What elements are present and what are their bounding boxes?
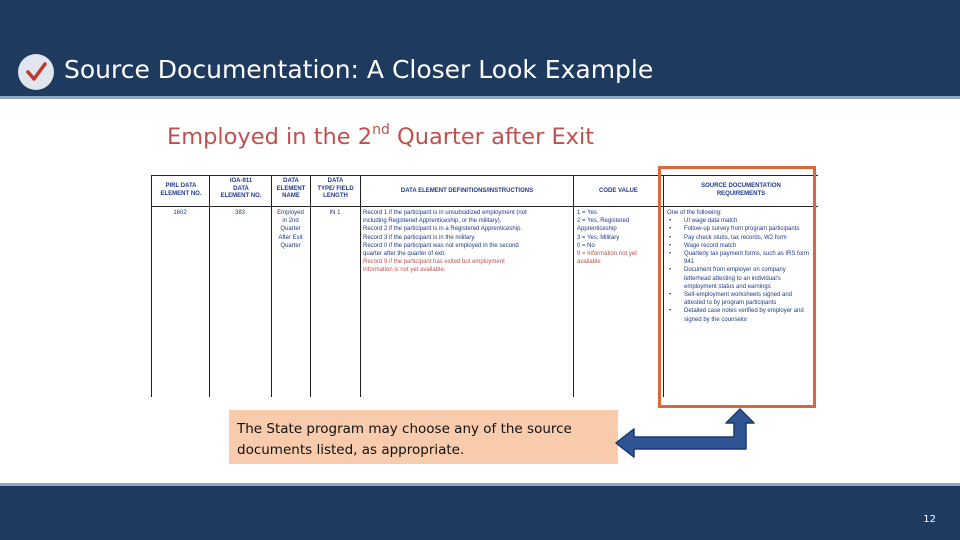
header-line: SOURCE DOCUMENTATION <box>701 183 781 189</box>
header-divider <box>0 96 960 99</box>
list-item: • Document from employer on company letterhead attesting to an individual's employment status and earnings <box>667 266 813 291</box>
header-line: TYPE/ FIELD <box>317 185 354 192</box>
cell-line: Record 0 if the participant was not employed in the second <box>363 242 519 249</box>
cell-line: Record 3 if the participant is in the military. <box>363 234 476 241</box>
list-item: • Quarterly tax payment forms, such as IRS form 941 <box>667 250 813 266</box>
cell-joint: 383 <box>234 210 245 216</box>
header-line: IOA-911 <box>229 178 253 184</box>
col-header-definition: DATA ELEMENT DEFINITIONS/INSTRUCTIONS <box>400 188 534 194</box>
subtitle-superscript: nd <box>372 122 390 138</box>
cell-line: Quarter <box>280 226 301 233</box>
slide-subtitle <box>167 122 594 150</box>
slide-title: Source Documentation: A Closer Look Example <box>64 55 654 84</box>
cell-type: IN 1 <box>329 210 341 216</box>
cell-line: 0 = No <box>577 242 595 249</box>
header-line: DATA <box>327 178 344 184</box>
cell-line: Record 9 if the participant has exited but employment <box>363 259 505 266</box>
cell-line: 1 = Yes <box>577 210 597 216</box>
checkmark-icon <box>18 54 54 90</box>
page-number: 12 <box>923 514 936 525</box>
subtitle-main: Employed in the 2 <box>167 124 373 150</box>
cell-definition <box>363 209 571 275</box>
subtitle-tail: Quarter after Exit <box>389 124 595 150</box>
table-col-line <box>573 175 574 397</box>
list-item: • UI wage data match <box>667 217 813 225</box>
col-header-type <box>311 178 360 201</box>
cell-pirl: 1602 <box>173 210 187 216</box>
col-header-code: CODE VALUE <box>599 188 638 194</box>
cell-line: Apprenticeship <box>577 226 617 233</box>
cell-line: 3 = Yes, Military <box>577 234 620 241</box>
cell-line: 2 = Yes, Registered <box>577 218 630 225</box>
source-intro: One of the following: <box>667 210 722 216</box>
header-line: ELEMENT <box>276 185 306 192</box>
header-line: PIRL DATA <box>165 183 197 189</box>
cell-line: including Registered Apprenticeship, or the military). <box>363 218 502 225</box>
cell-line: Quarter <box>280 242 301 249</box>
cell-line: Record 2 if the participant is in a Registered Apprenticeship. <box>363 226 523 233</box>
cell-line: Employed <box>277 210 304 216</box>
cell-line: Record 1 if the participant is in unsubsidized employment (not <box>363 210 527 216</box>
header-line: ELEMENT NO. <box>220 193 262 199</box>
col-header-pirl <box>153 183 209 198</box>
list-item: • Wage record match <box>667 242 813 250</box>
header-line: REQUIREMENTS <box>716 190 766 197</box>
col-header-joint <box>211 178 271 201</box>
cell-name <box>271 209 310 250</box>
header-line: DATA <box>233 185 249 192</box>
cell-line: quarter after the quarter of exit. <box>363 251 446 258</box>
header-line: DATA <box>283 178 299 184</box>
header-line: ELEMENT NO. <box>160 190 202 197</box>
footer-bar <box>0 486 960 540</box>
source-highlight-box <box>658 166 816 408</box>
list-item: • Pay check stubs, tax records, W2 form <box>667 234 813 242</box>
cell-line: information is not yet available. <box>363 267 446 274</box>
arrow-icon <box>612 405 762 475</box>
list-item: • Follow-up survey from program participants <box>667 225 813 233</box>
header-line: LENGTH <box>323 193 348 199</box>
table-col-line <box>360 175 361 397</box>
cell-line: 9 = Information not yet <box>577 251 637 258</box>
cell-line: available <box>577 259 601 266</box>
list-item: • Self-employment worksheets signed and attested to by program participants <box>667 291 813 307</box>
list-item: • Detailed case notes verified by employer and signed by the counselor <box>667 307 813 323</box>
callout-box: The State program may choose any of the source documents listed, as appropriate. <box>229 410 618 464</box>
cell-line: After Exit <box>278 234 303 241</box>
cell-line: in 2nd <box>282 218 299 225</box>
col-header-name <box>272 178 310 201</box>
cell-code <box>577 209 663 266</box>
header-line: NAME <box>282 193 300 199</box>
